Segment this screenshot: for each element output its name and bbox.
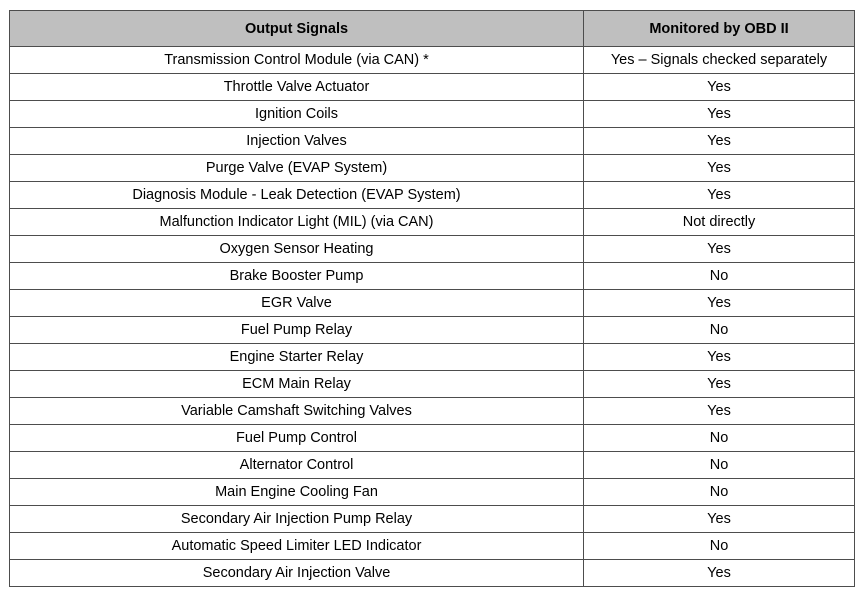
table-row [10, 236, 855, 263]
monitored-status-cell: No [584, 263, 855, 290]
monitored-status-cell: No [584, 533, 855, 560]
monitored-status-cell: Yes [584, 506, 855, 533]
monitored-status-cell: Yes [584, 155, 855, 182]
monitored-status-cell: Not directly [584, 209, 855, 236]
output-signal-cell: Fuel Pump Relay [10, 317, 584, 344]
monitored-status-cell: Yes [584, 128, 855, 155]
output-signal-cell: Variable Camshaft Switching Valves [10, 398, 584, 425]
table-row [10, 155, 855, 182]
table-row [10, 479, 855, 506]
header-monitored-by-obd: Monitored by OBD II [584, 11, 855, 47]
header-output-signals: Output Signals [10, 11, 584, 47]
table-row [10, 398, 855, 425]
monitored-status-cell: No [584, 425, 855, 452]
output-signal-cell: Purge Valve (EVAP System) [10, 155, 584, 182]
table-row [10, 101, 855, 128]
monitored-status-cell: Yes [584, 344, 855, 371]
output-signal-cell: Engine Starter Relay [10, 344, 584, 371]
output-signal-cell: Diagnosis Module - Leak Detection (EVAP System) [10, 182, 584, 209]
monitored-status-cell: No [584, 452, 855, 479]
monitored-status-cell: Yes [584, 398, 855, 425]
table-row [10, 371, 855, 398]
table-row [10, 317, 855, 344]
output-signal-cell: Throttle Valve Actuator [10, 74, 584, 101]
output-signal-cell: Malfunction Indicator Light (MIL) (via CAN) [10, 209, 584, 236]
output-signal-cell: Main Engine Cooling Fan [10, 479, 584, 506]
table-row [10, 182, 855, 209]
monitored-status-cell: Yes [584, 74, 855, 101]
table-row [10, 506, 855, 533]
table-row [10, 74, 855, 101]
output-signal-cell: ECM Main Relay [10, 371, 584, 398]
table-row [10, 452, 855, 479]
output-signal-cell: Transmission Control Module (via CAN) * [10, 47, 584, 74]
monitored-status-cell: Yes [584, 182, 855, 209]
monitored-status-cell: Yes [584, 236, 855, 263]
output-signal-cell: EGR Valve [10, 290, 584, 317]
output-signal-cell: Automatic Speed Limiter LED Indicator [10, 533, 584, 560]
monitored-status-cell: Yes [584, 101, 855, 128]
output-signal-cell: Secondary Air Injection Valve [10, 560, 584, 587]
output-signal-cell: Alternator Control [10, 452, 584, 479]
table-row [10, 290, 855, 317]
output-signal-cell: Fuel Pump Control [10, 425, 584, 452]
table-row [10, 560, 855, 587]
table-header [10, 11, 855, 47]
table-row [10, 209, 855, 236]
monitored-status-cell: Yes – Signals checked separately [584, 47, 855, 74]
table-body [10, 47, 855, 587]
monitored-status-cell: No [584, 317, 855, 344]
table-row [10, 533, 855, 560]
output-signal-cell: Brake Booster Pump [10, 263, 584, 290]
table-row [10, 425, 855, 452]
table-row [10, 47, 855, 74]
header-row [10, 11, 855, 47]
table-row [10, 344, 855, 371]
monitored-status-cell: Yes [584, 290, 855, 317]
table-row [10, 128, 855, 155]
output-signal-cell: Injection Valves [10, 128, 584, 155]
monitored-status-cell: No [584, 479, 855, 506]
output-signals-table [9, 10, 855, 587]
output-signal-cell: Secondary Air Injection Pump Relay [10, 506, 584, 533]
output-signal-cell: Ignition Coils [10, 101, 584, 128]
monitored-status-cell: Yes [584, 371, 855, 398]
monitored-status-cell: Yes [584, 560, 855, 587]
output-signal-cell: Oxygen Sensor Heating [10, 236, 584, 263]
table-row [10, 263, 855, 290]
